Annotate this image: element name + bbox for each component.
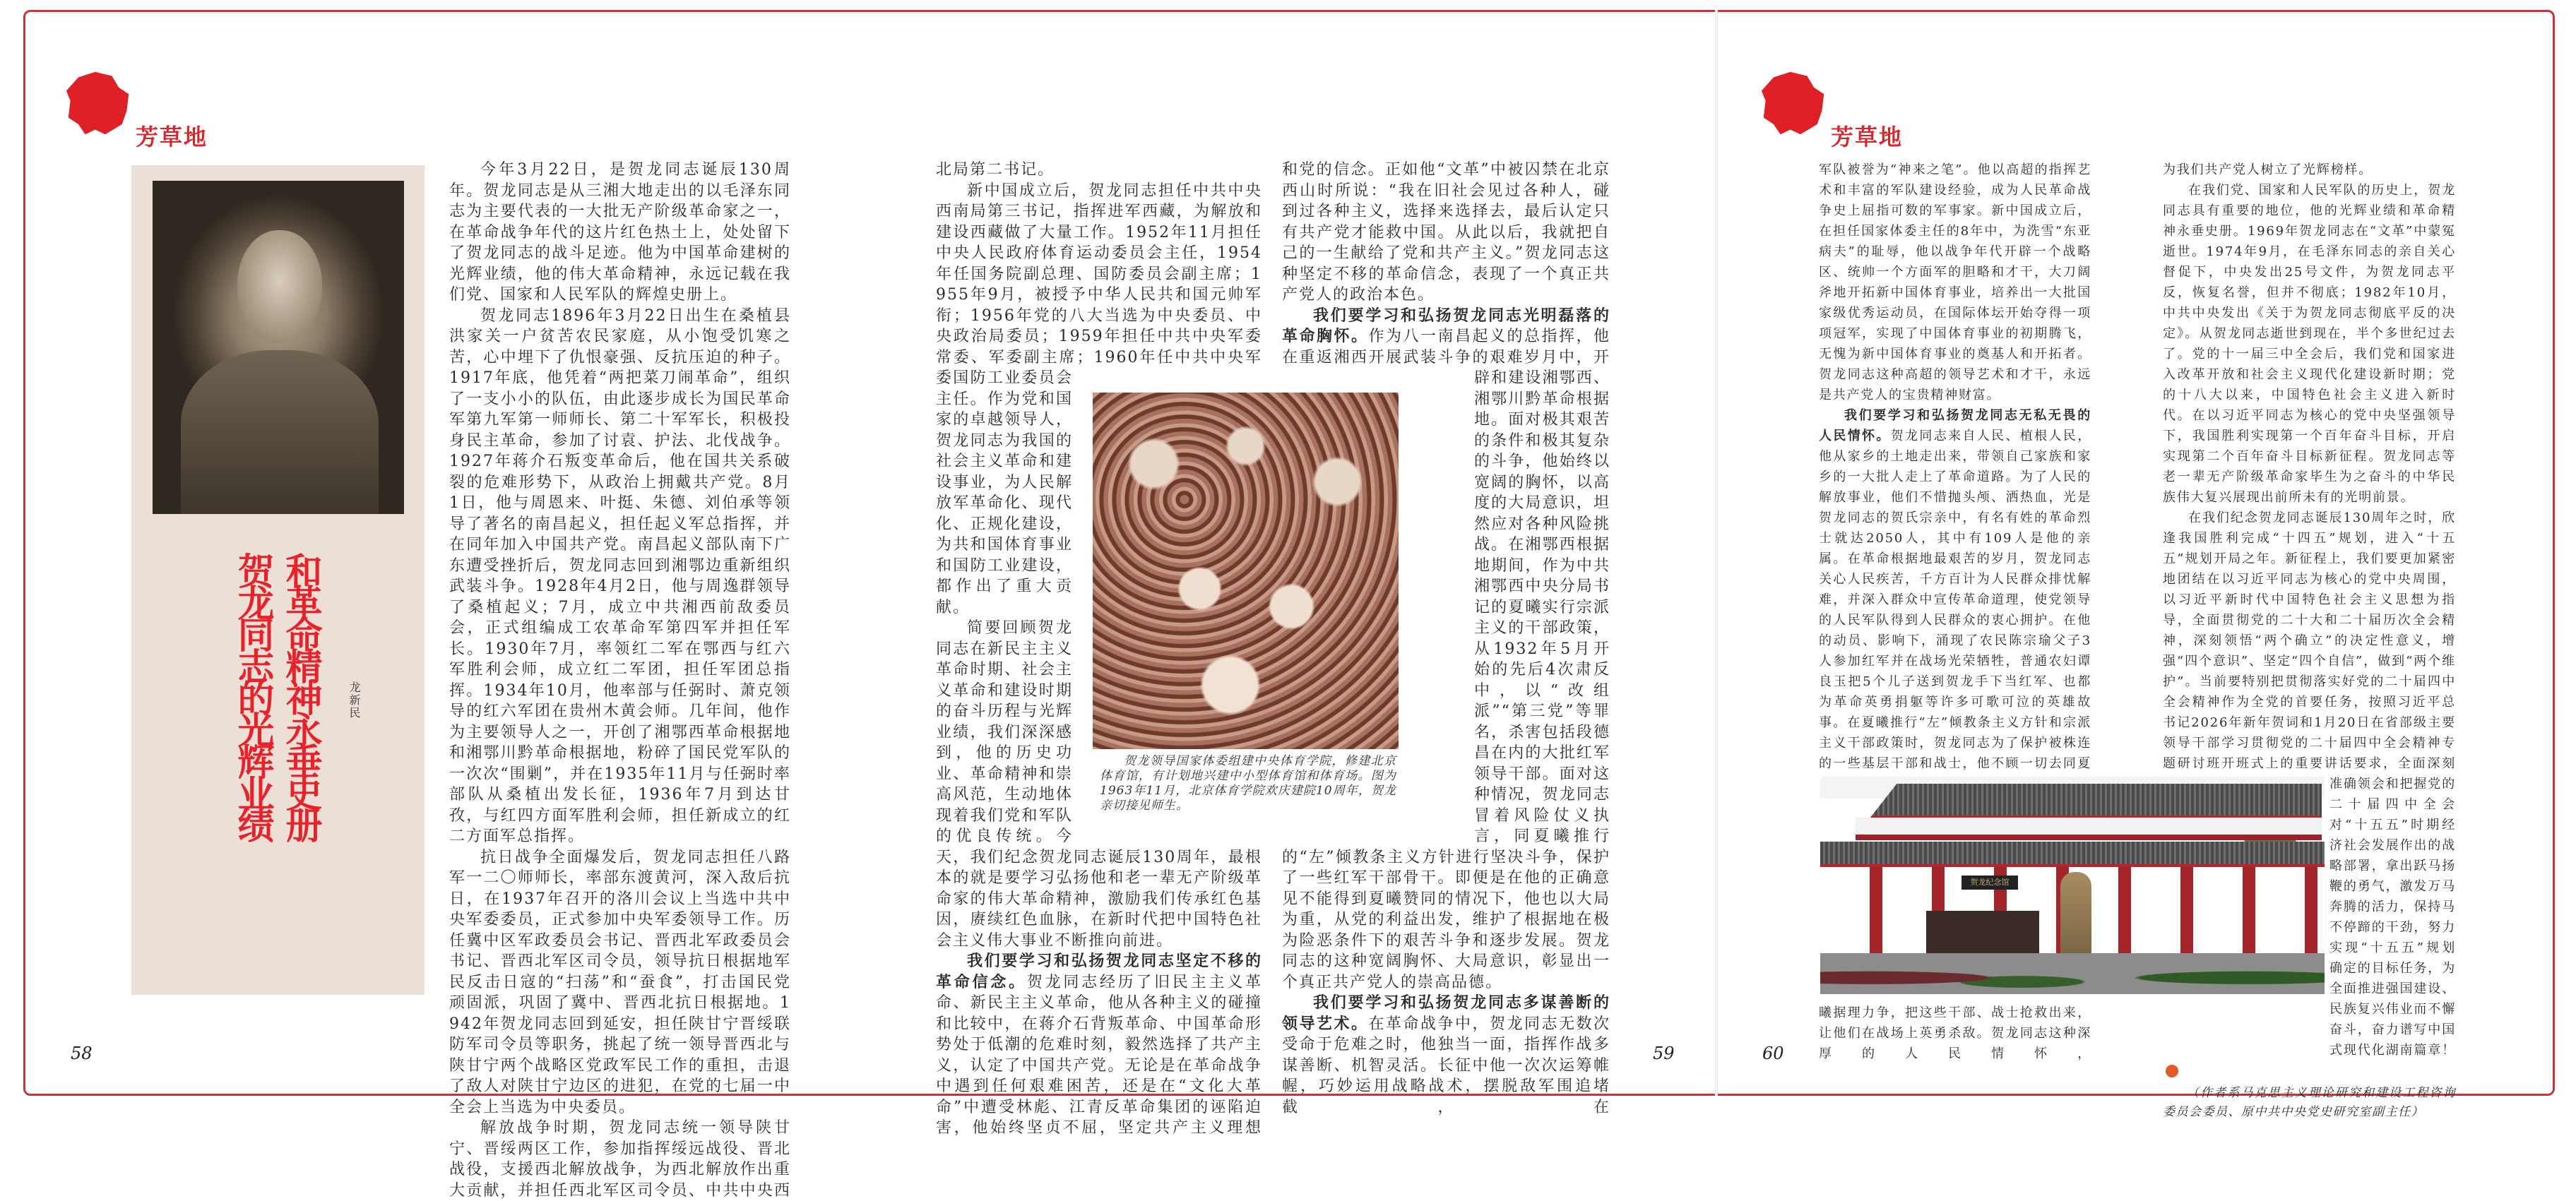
article-author: 龙新民 xyxy=(348,681,361,719)
subheading: 我们要学习和弘扬贺龙同志光明磊落的革命胸怀。 xyxy=(1282,306,1610,345)
text-column-1 xyxy=(449,160,791,1201)
photo-caption: 贺龙领导国家体委组建中央体育学院，修建北京体育馆，有计划地兴建中小型体育馆和体育场。图为1963年11月，北京体育学院欢庆建院10周年，贺龙亲切接见师生。 xyxy=(1100,754,1396,813)
magazine-logo xyxy=(65,71,132,138)
paragraph: 北局第二书记。 xyxy=(936,161,1055,179)
subheading: 我们要学习和弘扬贺龙同志坚定不移的革命信念。 xyxy=(936,952,1262,991)
paragraph-text: 贺龙同志经历了旧民主主义革命、新民主主义革命，他从各种主义的碰撞和比较中，在蒋介石背叛革命、中国革命形势处于低潮的危难时刻，毅然选择了共产主义，认定了中国共产党。无论是在革命战争中遇到任何艰难困苦，还是在“文化大革命”中遭受林彪、江青反革命集团的诬陷迫害，他始终坚贞不屈，坚定共产主义理想 xyxy=(936,973,1262,1137)
end-mark-icon xyxy=(2166,1065,2178,1077)
section-label-right: 芳草地 xyxy=(1831,124,1904,150)
hunan-map-icon xyxy=(1760,71,1827,138)
portrait-photo xyxy=(153,181,404,514)
paragraph-text: 在我们纪念贺龙同志诞辰130周年之时，欣逢我国胜利完成“十四五”规划，进入“十五五”规划开局之年。新征程上，我们要更加紧密地团结在以习近平同志为核心的党中央周围，以习近平新时代中国特色社会主义思想为指导，全面贯彻党的二十大和二十届历次全会精神，深刻领悟“两个确立”的决定性意义，增强“四个意识”、坚定“四个自信”，做到“两个维护”。当前要特别把贯彻落实好党的二十届四中全会精神作为全党的首要任务，按照习近平总书记2026年新年贺词和1月20日在省部级主要领导干部学习贯彻党的二十届四中全会精神专题研讨班开班式上的重要讲话要求，全面深刻准确领会和把握党的二十届四中全会对“十五五”时期经济社会发展作出的战略部署，拿出跃马扬鞭的勇气，激发万马奔腾 xyxy=(2163,510,2456,914)
text-column-2 xyxy=(936,160,1262,1139)
paragraph-text: 简要回顾贺龙同志在新民主主义革命时期、社会主义革命和建设时期的奋斗历程与光辉业绩，我们深深感到，他的历史功业、革命精神和崇高风范，生动地体现着我们党和军队的优良传统。今天，我们纪念贺龙同志诞辰130周年，最根本的就是要学习弘扬他和老一辈无产阶级革命家的伟大革命精神，激励我们传承红色基因，赓续红色血脉， xyxy=(936,619,1262,928)
text-column-4 xyxy=(1819,160,2091,1064)
hunan-map-icon xyxy=(65,71,132,138)
paragraph: 和党的信念。正如他“文革”中被囚禁在北京西山时所说：“我在旧社会见过各种人，碰到过各种主义，选择来选择去，最后认定只有共产党才能救中国。从此以后，我就把自己的一生献给了党和共产主义。”贺龙同志这种坚定不移的革命信念，表现了一个真正共产党人的政治本色。 xyxy=(1282,161,1610,304)
subheading: 我们要学习和弘扬贺龙同志无私无畏的人民情怀。 xyxy=(1819,408,2091,443)
text-column-5 xyxy=(2163,160,2456,1122)
paragraph-text: 命化、现代化、正规化建设，为共和国体育事业和国防工业建设，都作出了重大贡献。 xyxy=(936,494,1073,616)
page-number-right: 60 xyxy=(1762,1044,1784,1063)
article-title-line2: 和革命精神永垂史册 xyxy=(279,552,321,838)
subheading: 我们要学习和弘扬贺龙同志多谋善断的领导艺术。 xyxy=(1282,994,1610,1033)
hall-plaque: 贺龙纪念馆 xyxy=(1961,876,2018,890)
paragraph-text: 的活力，保持马不停蹄的干劲，努力实现“十五五”规划确定的目标任务，为全面推进强国建设、民族复兴伟业而不懈奋斗，奋力谱写中国式现代化湖南篇章！ xyxy=(2329,900,2456,1058)
spread-gutter xyxy=(1715,10,1718,1096)
paragraph: 抗日战争全面爆发后，贺龙同志担任八路军一二〇师师长，率部东渡黄河，深入敌后抗日，在1937年召开的洛川会议上当选中共中央军委委员，正式参加中央军委领导工作。历任冀中区军政委员会书记、晋西北军政委员会书记、晋西北军区司令员，领导抗日根据地军民反击日寇的“扫荡”和“蚕食”，打击国民党顽固派，巩固了冀中、晋西北抗日根据地。1942年贺龙同志回到延安，担任陕甘宁晋绥联防军司令员等职务，挑起了统一领导晋西北与陕甘宁两个战略区党政军民工作的重担，击退了敌人对陕甘宁边区的进犯，在党的七届一中全会上当选为中央委员。 xyxy=(449,848,791,1116)
paragraph: 为我们共产党人树立了光辉榜样。 xyxy=(2163,162,2373,177)
author-note: （作者系马克思主义理论研究和建设工程咨询委员会委员、原中共中央党史研究室副主任） xyxy=(2163,1086,2456,1119)
text-column-3 xyxy=(1282,160,1610,1118)
paragraph-text: 在新时代把中国特色社会主义伟大事业不断推向前进。 xyxy=(936,911,1262,950)
paragraph: 贺龙同志1896年3月22日出生在桑植县洪家关一户贫苦农民家庭，从小饱受饥寒之苦，心中埋下了仇恨豪强、反抗压迫的种子。1917年底，他凭着“两把菜刀闹革命”，组织了一支小小的队伍，由此逐步成长为国民革命军第九军第一师师长、第二十军军长，积极投身民主革命，参加了讨袁、护法、北伐战争。1927年蒋介石叛变革命后，他在国共关系破裂的危难形势下，从政治上拥戴共产党。8月1日，他与周恩来、叶挺、朱德、刘伯承等领导了著名的南昌起义，担任起义军总指挥，并在同年加入中国共产党。南昌起义部队南下广东遭受挫折后，贺龙同志回到湘鄂边重新组织武装斗争。1928年4月2日，他与周逸群领导了桑植起义；7月，成立中共湘西前敌委员会，正式组编成工农革命军第四军并担任军长。1930年7月，率领红二军在鄂西与红六军胜利会师，成立红二军团，担任军团总指挥。1934年10月，他率部与任弼时、萧克领导的红六军团在贵州木黄会师。几年间，他作为主要领导人之一，开创了湘鄂西革命根据地和湘鄂川黔革命根据地，粉碎了国民党军队的一次次“围剿”，并在1935年11月与任弼时率部队从桑植出发长征，1936年7月到达甘孜，与红四方面军胜利会师，担任新成立的红二方面军总指挥。 xyxy=(449,306,791,845)
paragraph-text: 以宽阔的胸怀，以高度的大局意识，坦然应对各种风险挑战。在湘鄂西根据地期间，作为中共湘鄂西中央分局书记的夏曦实行宗派主义的干部政策，从1932年5月开始的先后4次肃反中，以“改组派”“第三党”等罪名，杀害包括段德昌在内的大批红军领导干部。面对这种情况，贺龙同志冒着风险仗义执言，同夏曦推行的“左”倾教条主义方针进行坚决斗争，保护了一些红军干部骨干。即便是在他的正确意见不能得到夏曦赞同的情况 xyxy=(1282,453,1610,908)
paragraph-text: 下，他也以大局为重，从党的利益出发，维护了根据地在极为险恶条件下的艰苦斗争和逐步发展。贺龙同志的这种宽阔胸怀、大局意识，彰显出一个真正共产党人的崇高品德。 xyxy=(1282,890,1610,991)
paragraph: 解放战争时期，贺龙同志统一领导陕甘宁、晋绥两区工作，参加指挥绥远战役、晋北战役，支援西北解放战争，为西北解放作出重大贡献，并担任西北军区司令员、中共中央西 xyxy=(449,1119,791,1200)
magazine-logo-right xyxy=(1760,71,1827,138)
section-label: 芳草地 xyxy=(136,124,208,150)
article-title-line1: 贺龙同志的光辉业绩 xyxy=(231,552,273,838)
paragraph: 军队被誉为“神来之笔”。他以高超的指挥艺术和丰富的军队建设经验，成为人民革命战争史上屈指可数的军事家。新中国成立后，在担任国家体委主任的8年中，为洗雪“东亚病夫”的耻辱，他以战争年代开辟一个战略区、统帅一个方面军的胆略和才干，大刀阔斧地开拓新中国体育事业，培养出一大批国家级优秀运动员，在国际体坛开始夺得一项项冠军，实现了中国体育事业的初期腾飞，无愧为新中国体育事业的奠基人和开拓者。贺龙同志这种高超的领导艺术和才干，永远是共产党人的宝贵精神财富。 xyxy=(1819,162,2091,402)
paragraph-text: 贺龙同志来自人民、植根人民，他从家乡的土地走出来，带领自己家族和家乡的一大批人走上了革命道路。为了人民的解放事业，他们不惜抛头颅、洒热血，光是贺龙同志的贺氏宗亲中，有名有姓的革命烈士就达2050人，其中有109人是他的亲属。在革命根据地最艰苦的岁月，贺龙同志关心人民疾苦，千方百计为人民群众排忧解难，并深入群众中宣传革命道理，使党领导的人民军队得到人民群众的衷心拥护。在他的动员、影响下，涌现了农民陈宗瑜父子3人参加红军并在战场光荣牺牲，普通农妇谭良玉把5个儿子送到贺龙手下当红军、也都为革命英勇捐躯等许多可歌可泣的英雄故事。在夏曦推行“左”倾教条主义方针和宗派主义干部政策时，贺龙同志为了保护被株连的一些基层干部和战士，他不顾一切去同夏曦据理力争，把这些干部、战士抢救出来，让他们在战场上英勇杀敌。贺龙同志这种深厚的人民情怀， xyxy=(1819,429,2092,1061)
paragraph: 在我们党、国家和人民军队的历史上，贺龙同志具有重要的地位，他的光辉业绩和革命精神永垂史册。1969年贺龙同志在“文革”中蒙冤逝世。1974年9月，在毛泽东同志的亲自关心督促下，中央发出25号文件，为贺龙同志平反，恢复名誉，但并不彻底；1982年10月，中共中央发出《关于为贺龙同志彻底平反的决定》。从贺龙同志逝世到现在，半个多世纪过去了。党的十一届三中全会后，我们党和国家进入改革开放和社会主义现代化建设新时期；党的十八大以来，中国特色社会主义进入新时代。在以习近平同志为核心的党中央坚强领导下，我国胜利实现第一个百年奋斗目标，开启实现第二个百年奋斗目标新征程。贺龙同志等老一辈无产阶级革命家毕生为之奋斗的中华民族伟大复兴展现出前所未有的光明前景。 xyxy=(2163,183,2456,505)
paragraph: 今年3月22日，是贺龙同志诞辰130周年。贺龙同志是从三湘大地走出的以毛泽东同志为主要代表的一大批无产阶级革命家之一，在革命战争年代的这片红色热土上，处处留下了贺龙同志的战斗足迹。他为中国革命建树的光辉业绩，他的伟大革命精神，永远记载在我们党、国家和人民军队的辉煌史册上。 xyxy=(449,161,791,304)
paragraph-text: 新中国成立后，贺龙同志担任中共中央西南局第三书记，指挥进军西藏，为解放和建设西藏做了大量工作。1952年11月担任中央人民政府体育运动委员会主任，1954年任国务院副总理、国防委员会副主席；1955年9月，被授予中华人民共和国元帅军衔；1956年党的八大当选为中央委员、中央政治局委员；1959年担任中共中央军委常委、军委副主席；1960年任中共中央军委国防工业委员会主任。作为党和国家的卓越领导人，贺龙同志为我国的社会主义革命和建设事业，为人民解放军革 xyxy=(936,181,1262,512)
page-number-middle: 59 xyxy=(1653,1044,1675,1063)
page-number-left: 58 xyxy=(71,1044,93,1063)
paragraph-text: 作为八一南昌起义的总指挥，他在重返湘西开展武装斗争的艰难岁月中，开辟和建设湘鄂西、湘鄂川黔革命根据地。面对极其艰苦的条件和极其复杂的斗争，他始终 xyxy=(1282,328,1610,470)
paragraph-text: 在革命战争中，贺龙同志无数次受命于危难之时，他独当一面，指挥作战多谋善断、机智灵活。长征中他一次次运筹帷幄，巧妙运用战略战术，摆脱敌军围追堵截，在 xyxy=(1282,1015,1610,1116)
